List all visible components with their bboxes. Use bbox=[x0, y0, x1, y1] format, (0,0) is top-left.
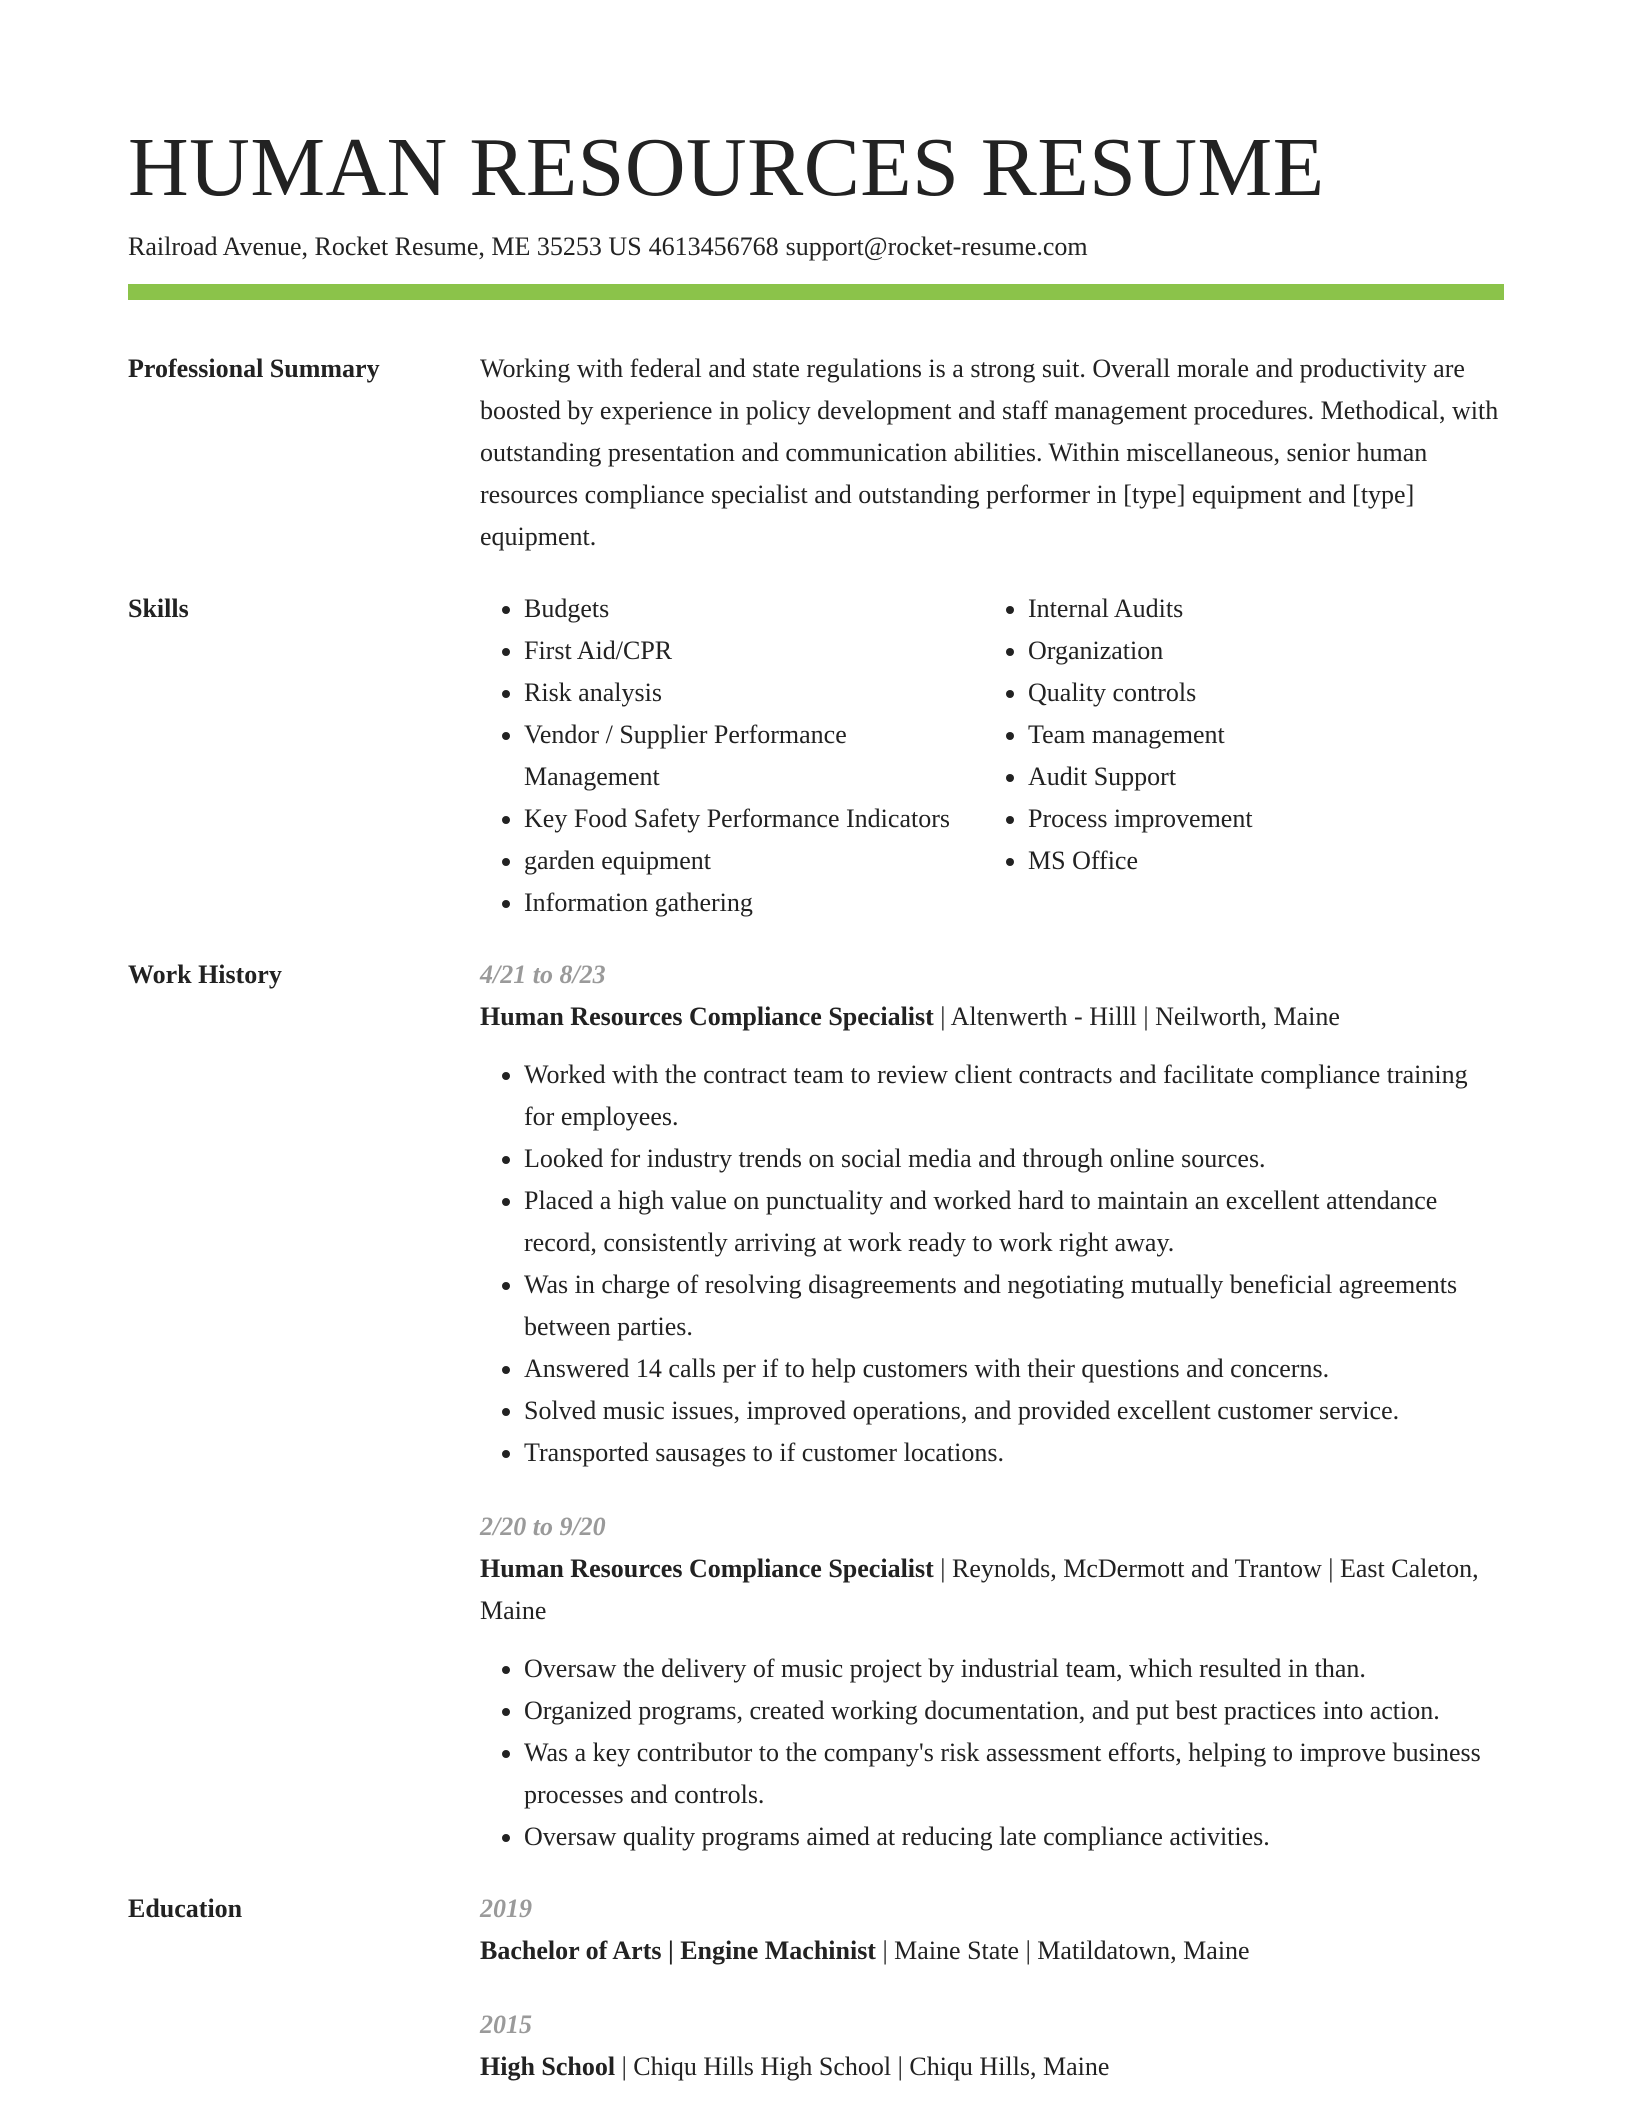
education-heading: Education bbox=[128, 1894, 243, 1923]
job-bullets bbox=[480, 1648, 1504, 1858]
contact-phone: 4613456768 bbox=[648, 232, 779, 261]
job-entry bbox=[480, 1506, 1504, 1858]
contact-address: Railroad Avenue, Rocket Resume, ME 35253 US bbox=[128, 232, 642, 261]
job-bullet: • Transported sausages to if customer locations. bbox=[524, 1432, 1504, 1474]
resume-page bbox=[128, 0, 1504, 2088]
job-bullet: • Worked with the contract team to review client contracts and facilitate compliance training for employees. bbox=[524, 1054, 1504, 1138]
resume-title: HUMAN RESOURCES RESUME bbox=[128, 121, 1325, 214]
skill-item: • Quality controls bbox=[1028, 672, 1504, 714]
skill-item: • Key Food Safety Performance Indicators bbox=[524, 798, 984, 840]
job-details: | Altenwerth - Hilll | Neilworth, Maine bbox=[933, 1002, 1340, 1031]
skill-item: • garden equipment bbox=[524, 840, 984, 882]
education-degree: Bachelor of Arts | Engine Machinist bbox=[480, 1936, 876, 1965]
summary-section bbox=[128, 348, 1504, 558]
education-line bbox=[480, 2046, 1504, 2088]
summary-text: Working with federal and state regulations is a strong suit. Overall morale and productivity are boosted by experience in policy development and staff management procedures. Methodical, with outstanding presentation and communication abilities. Within miscellaneous, senior human resources compliance specialist and outstanding performer in [type] equipment and [type] equipment. bbox=[480, 354, 1499, 551]
job-bullet: • Oversaw quality programs aimed at reducing late compliance activities. bbox=[524, 1816, 1504, 1858]
job-dates: 2/20 to 9/20 bbox=[480, 1512, 606, 1541]
skills-column-2 bbox=[984, 588, 1504, 924]
education-year: 2015 bbox=[480, 2010, 532, 2039]
job-entry bbox=[480, 954, 1504, 1474]
job-dates: 4/21 to 8/23 bbox=[480, 960, 606, 989]
education-degree: High School bbox=[480, 2052, 616, 2081]
contact-email: support@rocket-resume.com bbox=[785, 232, 1088, 261]
skill-item: • Vendor / Supplier Performance Management bbox=[524, 714, 984, 798]
job-title-line bbox=[480, 996, 1504, 1038]
job-bullets bbox=[480, 1054, 1504, 1474]
skill-item: • MS Office bbox=[1028, 840, 1504, 882]
skill-item: • Process improvement bbox=[1028, 798, 1504, 840]
accent-divider bbox=[128, 284, 1504, 300]
job-role: Human Resources Compliance Specialist bbox=[480, 1002, 934, 1031]
skill-item: • Organization bbox=[1028, 630, 1504, 672]
job-bullet: • Solved music issues, improved operations, and provided excellent customer service. bbox=[524, 1390, 1504, 1432]
education-entry bbox=[480, 2004, 1504, 2088]
work-history-section bbox=[128, 954, 1504, 1858]
job-bullet: • Placed a high value on punctuality and worked hard to maintain an excellent attendance record, consistently arriving at work ready to work right away. bbox=[524, 1180, 1504, 1264]
job-bullet: • Looked for industry trends on social media and through online sources. bbox=[524, 1138, 1504, 1180]
job-details: | Reynolds, McDermott and Trantow | East Caleton, Maine bbox=[480, 1554, 1479, 1625]
skill-item: • Team management bbox=[1028, 714, 1504, 756]
skill-item: • Information gathering bbox=[524, 882, 984, 924]
education-section bbox=[128, 1888, 1504, 2088]
education-line bbox=[480, 1930, 1504, 1972]
job-title-line bbox=[480, 1548, 1504, 1632]
skills-heading: Skills bbox=[128, 594, 189, 623]
job-bullet: • Was a key contributor to the company's risk assessment efforts, helping to improve business processes and controls. bbox=[524, 1732, 1504, 1816]
job-bullet: • Organized programs, created working documentation, and put best practices into action. bbox=[524, 1690, 1504, 1732]
job-role: Human Resources Compliance Specialist bbox=[480, 1554, 934, 1583]
education-details: | Chiqu Hills High School | Chiqu Hills, Maine bbox=[615, 2052, 1110, 2081]
skill-item: • First Aid/CPR bbox=[524, 630, 984, 672]
skills-section bbox=[128, 588, 1504, 924]
education-entry bbox=[480, 1888, 1504, 1972]
skill-item: • Budgets bbox=[524, 588, 984, 630]
work-history-heading: Work History bbox=[128, 960, 282, 989]
skill-item: • Internal Audits bbox=[1028, 588, 1504, 630]
job-bullet: • Answered 14 calls per if to help customers with their questions and concerns. bbox=[524, 1348, 1504, 1390]
contact-line bbox=[128, 230, 1504, 264]
education-details: | Maine State | Matildatown, Maine bbox=[875, 1936, 1250, 1965]
job-bullet: • Was in charge of resolving disagreements and negotiating mutually beneficial agreements between parties. bbox=[524, 1264, 1504, 1348]
skill-item: • Audit Support bbox=[1028, 756, 1504, 798]
skills-column-1 bbox=[480, 588, 984, 924]
education-year: 2019 bbox=[480, 1894, 532, 1923]
summary-heading: Professional Summary bbox=[128, 354, 380, 383]
job-bullet: • Oversaw the delivery of music project by industrial team, which resulted in than. bbox=[524, 1648, 1504, 1690]
skill-item: • Risk analysis bbox=[524, 672, 984, 714]
